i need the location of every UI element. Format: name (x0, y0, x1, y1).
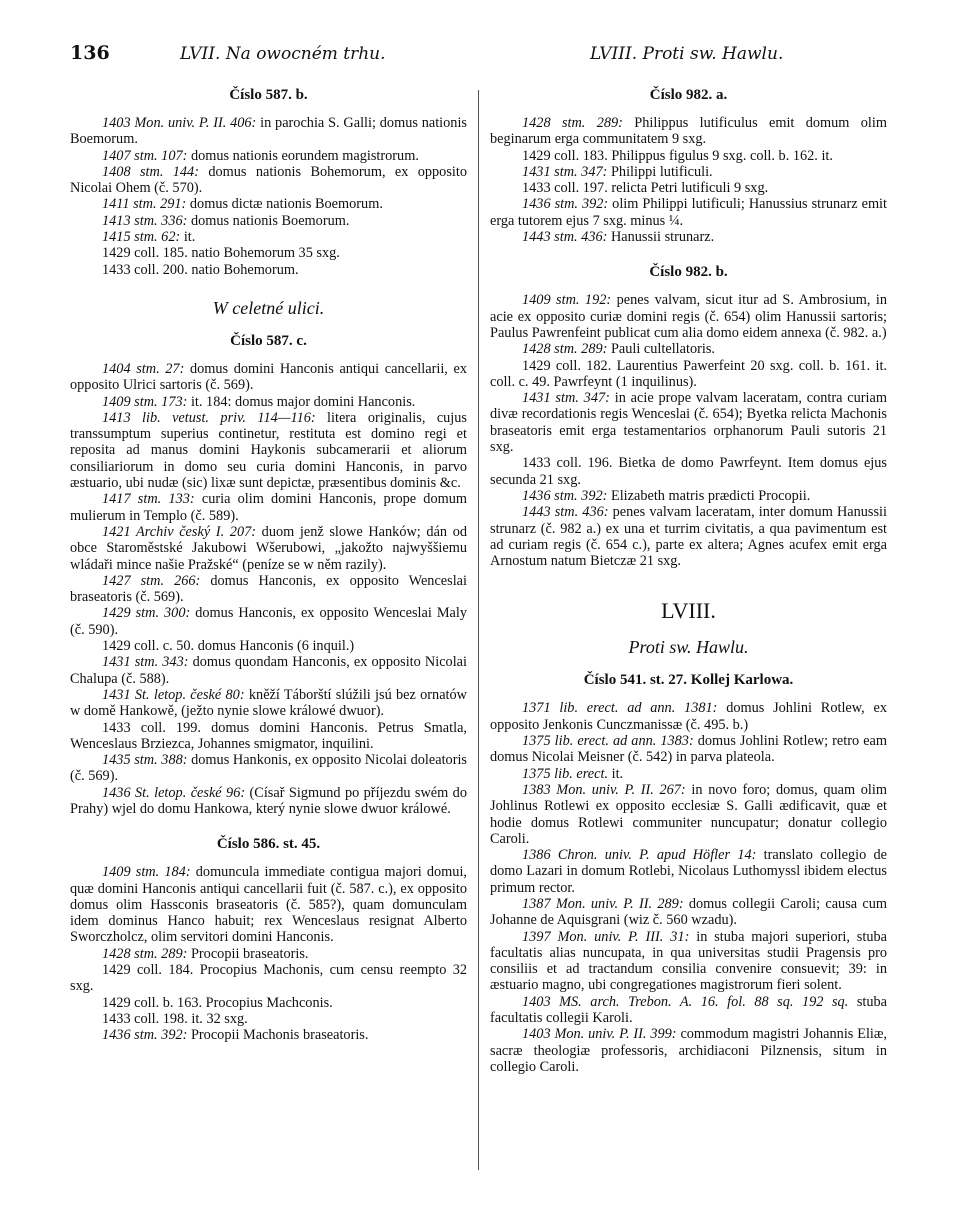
entry-text: Philippus lutificulus emit domum olim beginarum erga communitatem 9 sxg. (490, 115, 887, 148)
source-citation: 1428 stm. 289: (102, 945, 188, 962)
register-entry (490, 229, 887, 245)
source-citation: 1413 lib. vetust. priv. 114—116: (102, 409, 316, 426)
register-entry (70, 995, 467, 1011)
source-citation: 1403 MS. arch. Trebon. A. 16. fol. 88 sq. 192 sq. (522, 993, 849, 1010)
register-entry (70, 115, 467, 148)
section-heading: Číslo 587. c. (230, 332, 307, 349)
source-citation: 1436 St. letop. české 96: (102, 784, 246, 801)
register-entry (70, 573, 467, 606)
left-column (70, 86, 467, 1044)
register-entry (490, 292, 887, 341)
register-entry (70, 864, 467, 945)
source-citation: 1375 lib. erect. (522, 765, 609, 782)
entry-text: 1433 coll. 199. domus domini Hanconis. Petrus Smatla, Wenceslaus Brziezca, Johannes smigmator, inquilini. (70, 719, 467, 752)
right-column (490, 86, 887, 1075)
register-entry (490, 164, 887, 180)
chapter-title: Proti sw. Hawlu. (628, 637, 749, 658)
entry-list (70, 361, 467, 817)
register-entry (70, 1027, 467, 1043)
register-entry (490, 341, 887, 357)
source-citation: 1421 Archiv český I. 207: (102, 523, 257, 540)
entry-text: domus quondam Hanconis, ex opposito Nicolai Chalupa (č. 588). (70, 654, 467, 687)
entry-text: domus nationis Boemorum. (187, 212, 350, 229)
register-entry (490, 700, 887, 733)
register-entry (70, 946, 467, 962)
entry-text: domus Hankonis, ex opposito Nicolai doleatoris (č. 569). (70, 752, 467, 785)
source-citation: 1415 stm. 62: (102, 229, 181, 246)
source-citation: 1375 lib. erect. ad ann. 1383: (522, 733, 694, 750)
entry-text: in parochia S. Galli; domus nationis Boemorum. (70, 115, 467, 148)
source-citation: 1407 stm. 107: (102, 147, 188, 164)
register-entry (490, 115, 887, 148)
register-entry (70, 605, 467, 638)
source-citation: 1431 stm. 347: (522, 163, 608, 180)
source-citation: 1409 stm. 184: (102, 864, 191, 881)
entry-text: 1433 coll. 197. relicta Petri lutificuli 9 sxg. (522, 180, 769, 197)
entry-text: litera originalis, cujus transsumptum superius continetur, restituta est domino regi et reposita ad manus domini Haykonis subcamerarii et aliorum consiliariorum in domo seu curia domini Hanconis, in parvo æstuario, ubi nudæ (sic) lixæ sunt depictæ, præsentibus dominis &c. (70, 409, 467, 492)
source-citation: 1443 stm. 436: (522, 504, 609, 521)
section-heading: Číslo 586. st. 45. (216, 836, 321, 853)
entry-text: domus nationis eorundem magistrorum. (187, 147, 419, 164)
section-heading: Číslo 541. st. 27. Kollej Karlowa. (583, 672, 794, 689)
entry-text: in acie prope valvam laceratam, contra curiam divæ recordationis regis Wenceslai (č. 654); Byetka relicta Machonis braseatoris emit erga testamentarios orphanorum Pauli sutoris 21 sxg. (490, 390, 887, 456)
entry-text: domus Hanconis, ex opposito Wenceslai Maly (č. 590). (70, 605, 468, 638)
chapter-number: LVIII. (661, 598, 716, 624)
entry-text: domus collegii Caroli; causa cum Johanne de Aquisgrani (wiz č. 560 wzadu). (490, 895, 887, 929)
register-entry (70, 638, 467, 654)
running-title-left: LVII. Na owocném trhu. (180, 44, 386, 64)
source-citation: 1386 Chron. univ. P. apud Höfler 14: (522, 847, 757, 864)
column-divider (478, 90, 479, 1170)
running-title-right: LVIII. Proti sw. Hawlu. (590, 44, 784, 64)
entry-text: 1433 coll. 196. Bietka de domo Pawrfeynt. Item domus ejus secunda 21 sxg. (490, 455, 887, 488)
section-heading: Číslo 982. b. (649, 264, 728, 281)
source-citation: 1443 stm. 436: (522, 229, 608, 246)
register-entry (70, 720, 467, 753)
register-entry (70, 245, 467, 261)
entry-text: domus domini Hanconis antiqui cancellarii, ex opposito Ulrici sartoris (č. 569). (70, 360, 467, 394)
entry-text: 1433 coll. 200. natio Bohemorum. (102, 261, 299, 278)
register-entry (70, 213, 467, 229)
entry-text: domuncula immediate contigua majori domui, quæ domini Hanconis antiqui cancellarii fuit (č. 587. c.), ex opposito domus olim Hassconis braseatoris (č. 585?), quam domunculam idem dominus Hanco habuit; rex Wenceslaus resignat Alberto Sworczholcz, olim servitori domini Hanconis. (70, 864, 467, 946)
source-citation: 1428 stm. 289: (522, 115, 623, 131)
register-entry (490, 180, 887, 196)
register-entry (70, 262, 467, 278)
register-entry (70, 752, 467, 785)
register-entry (70, 1011, 467, 1027)
register-entry (490, 782, 887, 847)
entry-text: domus nationis Bohemorum, ex opposito Nicolai Ohem (č. 570). (70, 163, 467, 197)
register-entry (490, 148, 887, 164)
source-citation: 1413 stm. 336: (102, 212, 188, 229)
entry-text: 1429 coll. b. 163. Procopius Machconis. (102, 994, 333, 1011)
entry-text: penes valvam, sicut itur ad S. Ambrosium, in acie ex opposito curiæ domini regis (č. 654) olim Hanussii sartoris; Paulus Pawrenfeint publicat cum alia domo eidem annexa (č. 982. a.) (490, 292, 888, 341)
source-citation: 1417 stm. 133: (102, 491, 195, 508)
source-citation: 1397 Mon. univ. P. III. 31: (522, 928, 690, 945)
source-citation: 1431 St. letop. české 80: (102, 686, 245, 703)
source-citation: 1409 stm. 173: (102, 393, 188, 410)
source-citation: 1436 stm. 392: (522, 487, 608, 504)
source-citation: 1408 stm. 144: (102, 163, 199, 180)
register-entry (70, 524, 467, 573)
register-entry (490, 488, 887, 504)
entry-text: domus dictæ nationis Boemorum. (186, 196, 383, 213)
register-entry (490, 196, 887, 229)
entry-text: penes valvam laceratam, inter domum Hanussii strunarz (č. 982 a.) ex una et turrim civitatis, a qua pavimentum est ad curiam regis (č. 654 c.), parte ex altera; Agnes acufex emit erga Arnostum natum Bietczæ 21 sxg. (490, 504, 887, 570)
register-entry (70, 394, 467, 410)
register-entry (490, 733, 887, 766)
source-citation: 1427 stm. 266: (102, 572, 201, 589)
register-entry (490, 847, 887, 896)
register-entry (70, 410, 467, 491)
entry-text: commodum magistri Johannis Eliæ, sacræ theologiæ professoris, archidiaconi Pilznensis, situm in collegio Caroli. (490, 1026, 888, 1075)
register-entry (70, 148, 467, 164)
entry-text: it. (608, 765, 624, 782)
entry-text: domus Hanconis, ex opposito Wenceslai braseatoris (č. 569). (70, 572, 467, 606)
entry-list (490, 115, 887, 245)
entry-text: olim Philippi lutificuli; Hanussius strunarz emit erga tutorem ejus 7 sxg. minus ¼. (490, 196, 888, 229)
entry-text: Pauli cultellatoris. (607, 341, 715, 358)
register-entry (490, 358, 887, 391)
source-citation: 1435 stm. 388: (102, 752, 188, 769)
entry-text: duom jenž slowe Hanków; dán od obce Staroměstské Jakubowi Wšerubowi, „jakožto najwyššiemu wládaři mince našie Pražské“ (peníze se w něm razily). (70, 523, 468, 573)
entry-text: (Císař Sigmund po příjezdu swém do Prahy) wjel do domu Hankowa, který nynie slowe dwuor králowé. (70, 784, 467, 817)
register-entry (70, 785, 467, 818)
running-header (70, 42, 888, 68)
entry-text: 1429 coll. 184. Procopius Machonis, cum censu reempto 32 sxg. (70, 962, 467, 995)
register-entry (70, 654, 467, 687)
entry-text: 1429 coll. 182. Laurentius Pawerfeint 20 sxg. coll. b. 161. it. coll. c. 49. Pawrfeynt (1 inquilinus). (490, 357, 887, 390)
register-entry (70, 196, 467, 212)
source-citation: 1431 stm. 343: (102, 654, 189, 671)
source-citation: 1387 Mon. univ. P. II. 289: (522, 895, 684, 912)
entry-text: domus Johlini Rotlew, ex opposito Jenkonis Cunczmanissæ (č. 495. b.) (490, 700, 888, 733)
entry-list (70, 864, 467, 1043)
register-entry (490, 766, 887, 782)
entry-list (490, 292, 887, 569)
entry-text: 1433 coll. 198. it. 32 sxg. (102, 1010, 248, 1027)
source-citation: 1411 stm. 291: (102, 196, 187, 213)
page-number: 136 (70, 42, 110, 64)
source-citation: 1404 stm. 27: (102, 360, 185, 377)
entry-list (490, 700, 887, 1075)
entry-text: Elizabeth matris prædicti Procopii. (607, 487, 811, 504)
street-heading: W celetné ulici. (212, 297, 325, 318)
register-entry (490, 929, 887, 994)
entry-text: kněží Táborští slúžili jsú bez ornatów w domě Hankowě, (ježto nynie slowe králowé dwuor). (70, 686, 467, 720)
entry-text: 1429 coll. c. 50. domus Hanconis (6 inquil.) (102, 638, 355, 655)
section-heading: Číslo 587. b. (229, 87, 308, 103)
source-citation: 1383 Mon. univ. P. II. 267: (522, 781, 686, 798)
section-heading: Číslo 982. a. (649, 87, 728, 103)
entry-text: it. (180, 229, 196, 246)
source-citation: 1371 lib. erect. ad ann. 1381: (522, 700, 718, 717)
register-entry (70, 491, 467, 524)
entry-text: in novo foro; domus, quam olim Johlinus Rotlewi ex opposito ecclesiæ S. Galli ædificavit, quæ et hodie domus Rotlewi communiter nuncupatur; donatur collegio Caroli. (490, 781, 887, 847)
entry-text: Procopii braseatoris. (187, 945, 309, 962)
source-citation: 1403 Mon. univ. P. II. 399: (522, 1026, 677, 1043)
entry-text: it. 184: domus major domini Hanconis. (187, 393, 416, 410)
source-citation: 1436 stm. 392: (522, 196, 609, 213)
register-entry (70, 962, 467, 995)
source-citation: 1403 Mon. univ. P. II. 406: (102, 115, 257, 131)
register-entry (70, 164, 467, 197)
register-entry (490, 896, 887, 929)
source-citation: 1428 stm. 289: (522, 341, 608, 358)
source-citation: 1436 stm. 392: (102, 1027, 188, 1044)
register-entry (490, 1026, 887, 1075)
entry-text: in stuba majori superiori, stuba facultatis alias nuncupata, in qua universitas studii Pragensis pro consiliis et ad tractandum consilia convenire consuevit; 39: in æstuario magno, ubi congregationes magistrorum fieri solent. (490, 928, 887, 994)
register-entry (490, 994, 887, 1027)
entry-text: Procopii Machonis braseatoris. (187, 1027, 369, 1044)
register-entry (490, 455, 887, 488)
register-entry (490, 390, 887, 455)
register-entry (70, 361, 467, 394)
entry-text: translato collegio de domo Lazari in domum Rotlebi, Nicolaus Luthomyssl ibidem electus primum rector. (490, 847, 888, 896)
source-citation: 1431 stm. 347: (522, 390, 610, 407)
register-entry (490, 504, 887, 569)
register-entry (70, 687, 467, 720)
entry-text: 1429 coll. 183. Philippus figulus 9 sxg. coll. b. 162. it. (522, 147, 833, 164)
entry-text: stuba facultatis collegii Karoli. (490, 993, 887, 1027)
register-entry (70, 229, 467, 245)
entry-text: curia olim domini Hanconis, prope domum mulierum in Templo (č. 589). (70, 491, 467, 524)
entry-list (70, 115, 467, 278)
entry-text: Hanussii strunarz. (607, 229, 715, 246)
source-citation: 1429 stm. 300: (102, 605, 191, 622)
entry-text: 1429 coll. 185. natio Bohemorum 35 sxg. (102, 245, 340, 262)
entry-text: domus Johlini Rotlew; retro eam domus Nicolai Meisner (č. 542) in parva plateola. (490, 733, 888, 766)
source-citation: 1409 stm. 192: (522, 292, 612, 309)
entry-text: Philippi lutificuli. (607, 163, 713, 180)
